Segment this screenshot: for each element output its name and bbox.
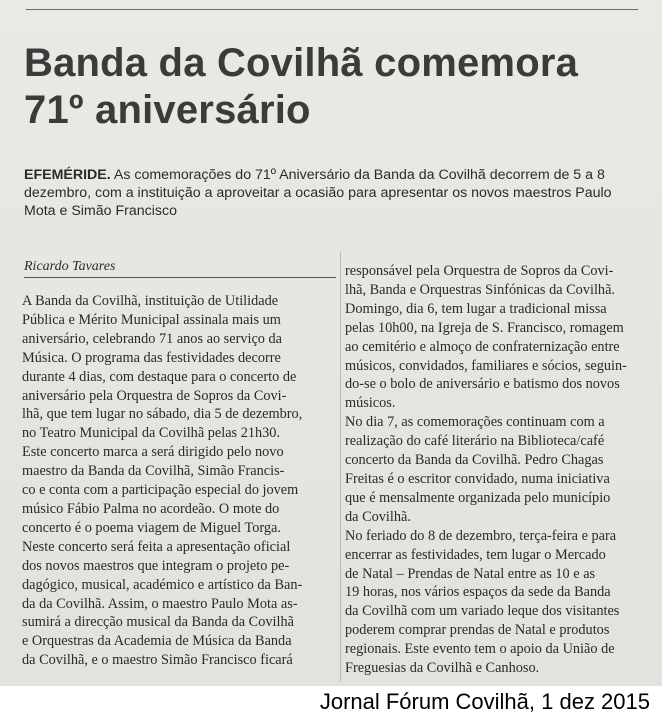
column-line: dagógico, musical, académico e artístico da Ban- <box>22 576 303 593</box>
byline-block <box>24 258 336 278</box>
column-line: aniversário, celebrando 71 anos ao serviço da <box>22 330 283 347</box>
column-line: músicos. <box>345 395 396 412</box>
column-line: e Orquestras da Academia de Música da Banda <box>22 633 292 650</box>
column-line: poderem comprar prendas de Natal e produtos <box>345 622 610 639</box>
column-line: Neste concerto será feita a apresentação oficial <box>22 538 291 555</box>
source-credit: Jornal Fórum Covilhã, 1 dez 2015 <box>319 689 650 714</box>
column-line: da Covilhã. <box>345 508 411 525</box>
column-line: Música. O programa das festividades decorre <box>22 349 281 366</box>
column-line: responsável pela Orquestra de Sopros da Covi- <box>345 263 614 279</box>
column-line: que é mensalmente organizada pelo município <box>345 489 611 506</box>
column-line: no Teatro Municipal da Covilhã pelas 21h30. <box>22 425 281 442</box>
column-line: regionais. Este evento tem o apoio da União de <box>345 641 615 658</box>
lead-line-2: dezembro, com a instituição a aproveitar a ocasião para apresentar os novos maestros Paulo <box>24 185 612 201</box>
column-line: sumirá a direcção musical da Banda da Covilhã <box>22 614 294 631</box>
lead-line-3: Mota e Simão Francisco <box>24 203 177 219</box>
column-line: durante 4 dias, com destaque para o concerto de <box>22 368 297 385</box>
top-rule <box>26 9 638 10</box>
lead-paragraph <box>24 166 644 220</box>
column-line: da Covilhã com um variado leque dos visitantes <box>345 603 620 620</box>
headline-line-1: Banda da Covilhã comemora <box>24 41 579 85</box>
column-line: da Covilhã, e o maestro Simão Francisco ficará <box>22 652 293 669</box>
byline: Ricardo Tavares <box>24 259 116 274</box>
column-line: lhã, que tem lugar no sábado, dia 5 de dezembro, <box>22 406 303 423</box>
column-line: No dia 7, as comemorações continuam com a <box>345 414 605 431</box>
byline-rule <box>24 277 336 278</box>
column-line: aniversário pela Orquestra de Sopros da Covi- <box>22 387 287 404</box>
column-line: Domingo, dia 6, tem lugar a tradicional missa <box>345 300 607 317</box>
lead-kicker: EFEMÉRIDE. <box>24 167 111 183</box>
column-line: pelas 10h00, na Igreja de S. Francisco, romagem <box>345 319 624 336</box>
column-line: Este concerto marca a será dirigido pelo novo <box>22 444 284 461</box>
lead-line-1-text: As comemorações do 71º Aniversário da Banda da Covilhã decorrem de 5 a 8 <box>110 167 605 183</box>
headline-line-2: 71º aniversário <box>24 88 311 132</box>
column-line: Freguesias da Covilhã e Canhoso. <box>345 660 540 677</box>
column-line: músico Fábio Palma no acordeão. O mote do <box>22 500 280 517</box>
column-line: do-se o bolo de aniversário e batismo dos novos <box>345 376 620 393</box>
lead-line-1 <box>24 166 644 184</box>
column-line: Freitas é o escritor convidado, numa iniciativa <box>345 470 610 487</box>
column-line: co e conta com a participação especial do jovem <box>22 482 299 499</box>
column-line: da da Covilhã. Assim, o maestro Paulo Mota as- <box>22 595 298 612</box>
column-line: concerto da Banda da Covilhã. Pedro Chagas <box>345 452 604 469</box>
column-line: A Banda da Covilhã, instituição de Utilidade <box>22 293 279 309</box>
column-line: maestro da Banda da Covilhã, Simão Francis- <box>22 463 285 480</box>
column-line: concerto é o poema viagem de Miguel Torga. <box>22 519 281 536</box>
article-column-right <box>345 262 645 678</box>
column-line: ao cemitério e almoço de confraternização entre <box>345 338 620 355</box>
headline <box>24 40 644 134</box>
column-line: 19 horas, nos vários espaços da sede da Banda <box>345 584 611 601</box>
column-line: dos novos maestros que integram o projeto pe- <box>22 557 290 574</box>
column-divider <box>340 252 341 682</box>
column-line: Pública e Mérito Municipal assinala mais um <box>22 311 281 328</box>
column-line: realização do café literário na Biblioteca/café <box>345 433 605 450</box>
column-line: músicos, convidados, familiares e sócios, seguin- <box>345 357 627 374</box>
column-line: lhã, Banda e Orquestras Sinfónicas da Covilhã. <box>345 281 615 298</box>
column-line: de Natal – Prendas de Natal entre as 10 e as <box>345 565 596 582</box>
column-line: No feriado do 8 de dezembro, terça-feira e para <box>345 527 617 544</box>
article-column-left <box>22 292 338 670</box>
column-line: encerrar as festividades, tem lugar o Mercado <box>345 546 606 563</box>
